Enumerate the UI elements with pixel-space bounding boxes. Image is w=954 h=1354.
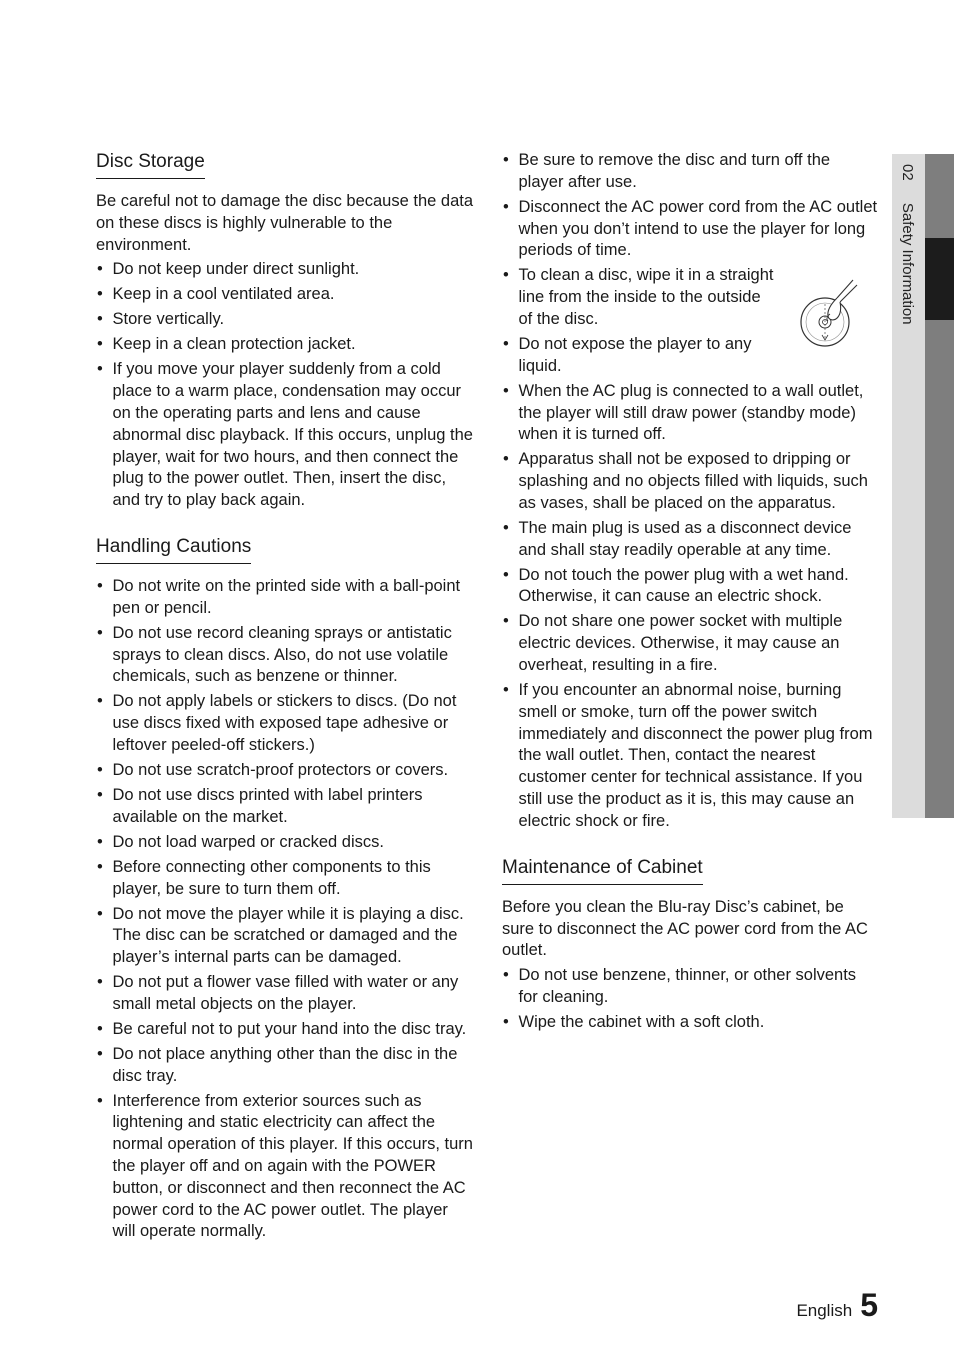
- disc-storage-intro: Be careful not to damage the disc because the data on these discs is highly vulnerable to the environment.: [96, 192, 474, 254]
- chapter-side-tab: [892, 154, 954, 818]
- list-item: • Apparatus shall not be exposed to dripping or splashing and no objects filled with liquids, such as vases, shall be placed on the apparatus.: [502, 449, 878, 514]
- list-item: • Disconnect the AC power cord from the AC outlet when you don’t intend to use the player for long periods of time.: [502, 197, 878, 262]
- list-item: • Do not keep under direct sunlight.: [96, 259, 474, 281]
- chapter-indicator: [925, 238, 954, 320]
- list-item: • Do not put a flower vase filled with water or any small metal objects on the player.: [96, 972, 474, 1016]
- list-item: • Be sure to remove the disc and turn off the player after use.: [502, 150, 878, 194]
- chapter-number: 02: [899, 164, 916, 181]
- list-item: • Do not use benzene, thinner, or other solvents for cleaning.: [502, 965, 878, 1009]
- list-item: • Do not place anything other than the disc in the disc tray.: [96, 1044, 474, 1088]
- section-title-disc-storage: Disc Storage: [96, 150, 205, 179]
- list-item: • Wipe the cabinet with a soft cloth.: [502, 1012, 878, 1034]
- interference-text-start: Interference from exterior sources such as lightening and static electricity can affect the normal operation of this player. If this occurs, turn the player off and on again with the: [112, 1091, 473, 1176]
- list-item-interference: [96, 1091, 474, 1244]
- interference-text-end: button, or disconnect and then reconnect the AC power cord to the AC power outlet. The player will operate normally.: [112, 1178, 466, 1241]
- general-cautions-list: [502, 150, 878, 833]
- chapter-title: Safety Information: [899, 202, 916, 325]
- disc-cleaning-icon: [797, 274, 863, 350]
- list-item: • Do not expose the player to any liquid.: [502, 334, 878, 378]
- maintenance-intro: Before you clean the Blu-ray Disc’s cabinet, be sure to disconnect the AC power cord from the AC outlet.: [502, 897, 868, 960]
- power-button-label: POWER: [373, 1157, 436, 1176]
- page-footer: [796, 1287, 878, 1324]
- list-item: • Store vertically.: [96, 309, 474, 331]
- left-column: [96, 150, 474, 1246]
- list-item: • Do not load warped or cracked discs.: [96, 832, 474, 854]
- list-item: • When the AC plug is connected to a wall outlet, the player will still draw power (standby mode) when it is turned off.: [502, 381, 878, 446]
- maintenance-list: [502, 965, 878, 1034]
- list-item: • Do not touch the power plug with a wet hand. Otherwise, it can cause an electric shock.: [502, 565, 878, 609]
- list-item: • If you move your player suddenly from a cold place to a warm place, condensation may occur on the operating parts and lens and cause abnormal disc playback. If this occurs, unplug the player, wait for two hours, and then connect the plug to the power outlet. Then, insert the disc, and try to play back again.: [96, 359, 474, 512]
- list-item: • Do not use record cleaning sprays or antistatic sprays to clean discs. Also, do not use volatile chemicals, such as benzene or thinner.: [96, 623, 474, 688]
- footer-language: English: [796, 1301, 853, 1320]
- list-item: • The main plug is used as a disconnect device and shall stay readily operable at any time.: [502, 518, 878, 562]
- list-item: • Do not move the player while it is playing a disc. The disc can be scratched or damaged and the player’s internal parts can be damaged.: [96, 904, 474, 969]
- section-title-handling-cautions: Handling Cautions: [96, 535, 251, 564]
- list-item: • Be careful not to put your hand into the disc tray.: [96, 1019, 474, 1041]
- list-item: • Keep in a clean protection jacket.: [96, 334, 474, 356]
- list-item: • Before connecting other components to this player, be sure to turn them off.: [96, 857, 474, 901]
- disc-storage-list: [96, 259, 474, 512]
- list-item: • Do not write on the printed side with a ball-point pen or pencil.: [96, 576, 474, 620]
- list-item: • Do not apply labels or stickers to discs. (Do not use discs fixed with exposed tape adhesive or leftover peeled-off stickers.): [96, 691, 474, 756]
- page-number: 5: [860, 1287, 878, 1323]
- list-item: • Keep in a cool ventilated area.: [96, 284, 474, 306]
- list-item: • Do not use discs printed with label printers available on the market.: [96, 785, 474, 829]
- list-item: • If you encounter an abnormal noise, burning smell or smoke, turn off the power switch immediately and disconnect the power plug from the wall outlet. Then, contact the nearest customer center for technical assistance. If you still use the product as it is, this may cause an electric shock or fire.: [502, 680, 878, 833]
- list-item: • Do not use scratch-proof protectors or covers.: [96, 760, 474, 782]
- chapter-label: [899, 164, 916, 325]
- list-item: • Do not share one power socket with multiple electric devices. Otherwise, it may cause an overheat, resulting in a fire.: [502, 611, 878, 676]
- handling-cautions-list: [96, 576, 474, 1243]
- list-item: • To clean a disc, wipe it in a straight line from the inside to the outside of the disc.: [502, 265, 878, 330]
- section-title-maintenance: Maintenance of Cabinet: [502, 856, 703, 885]
